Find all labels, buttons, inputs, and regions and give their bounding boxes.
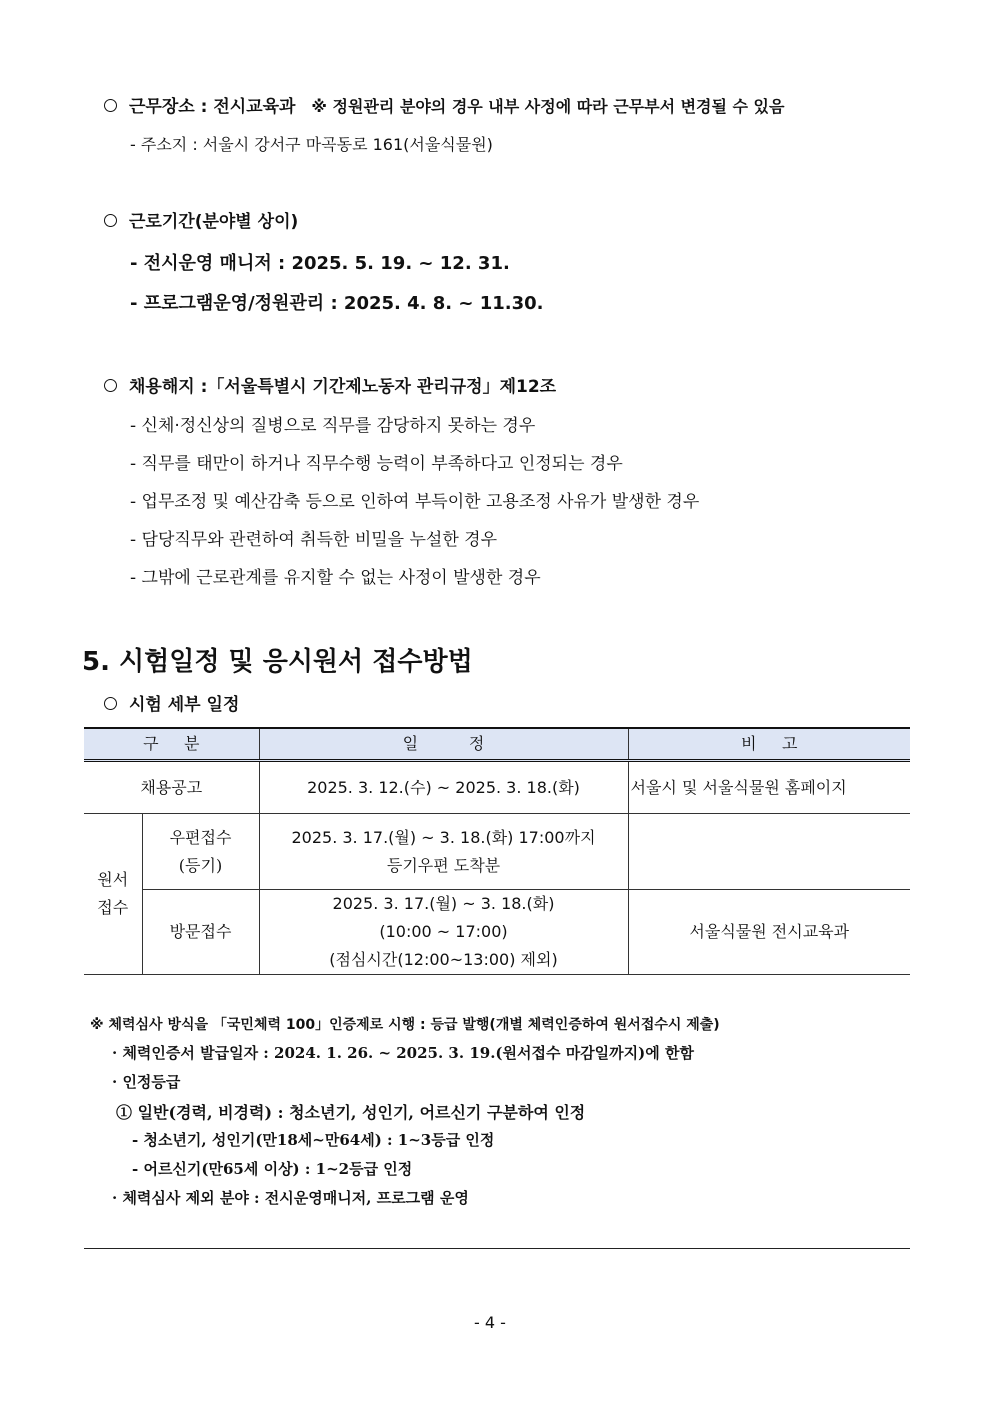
circle-bullet-icon [104, 99, 117, 112]
row2-schedule-cell [259, 814, 628, 890]
row3-remark: 서울식물원 전시교육과 [628, 890, 910, 975]
row2-label-cell [142, 814, 259, 890]
notes-line-2: · 인정등급 [112, 1073, 181, 1091]
schedule-subheading: 시험 세부 일정 [129, 695, 240, 715]
group-label-line1: 원서 [97, 870, 129, 889]
period-title-line [104, 207, 298, 232]
termination-title-line [104, 372, 556, 397]
period-title: 근로기간(분야별 상이) [129, 212, 299, 232]
notes-line-3: ① 일반(경력, 비경력) : 청소년기, 성인기, 어르신기 구분하여 인정 [116, 1103, 586, 1122]
table-header-row [84, 728, 910, 761]
notes-line-1: · 체력인증서 발급일자 : 2024. 1. 26. ~ 2025. 3. 19.(원서접수 마감일까지)에 한함 [112, 1044, 694, 1062]
notes-main: ※ 체력심사 방식을 「국민체력 100」인증제로 시행 : 등급 발행(개별 체력인증하여 원서접수시 제출) [90, 1017, 720, 1033]
group-label-cell [84, 814, 142, 975]
row1-label: 채용공고 [84, 761, 259, 814]
row1-remark: 서울시 및 서울식물원 홈페이지 [628, 761, 910, 814]
circle-bullet-icon [104, 697, 117, 710]
row2-schedule-line1: 2025. 3. 17.(월) ~ 3. 18.(화) 17:00까지 [291, 827, 596, 847]
row3-label: 방문접수 [142, 890, 259, 975]
row3-schedule-line3: (점심시간(12:00~13:00) 제외) [329, 950, 558, 969]
schedule-subheading-line [104, 690, 239, 715]
row2-schedule-line2: 등기우편 도착분 [386, 855, 501, 875]
period-item-1: - 전시운영 매니저 : 2025. 5. 19. ~ 12. 31. [130, 253, 510, 274]
notes-line-4: - 청소년기, 성인기(만18세~만64세) : 1~3등급 인정 [132, 1131, 495, 1149]
table-row [84, 814, 910, 890]
notes-line-5: - 어르신기(만65세 이상) : 1~2등급 인정 [132, 1160, 413, 1178]
termination-item-1: - 신체·정신상의 질병으로 직무를 감당하지 못하는 경우 [130, 416, 536, 436]
row3-schedule-line1: 2025. 3. 17.(월) ~ 3. 18.(화) [332, 894, 555, 913]
termination-item-2: - 직무를 태만이 하거나 직무수행 능력이 부족하다고 인정되는 경우 [130, 454, 623, 474]
section-heading: 5. 시험일정 및 응시원서 접수방법 [82, 647, 473, 677]
workplace-note: ※ 정원관리 분야의 경우 내부 사정에 따라 근무부서 변경될 수 있음 [311, 97, 785, 116]
divider-line [84, 1248, 910, 1249]
group-label-line2: 접수 [97, 898, 129, 917]
page-number: - 4 - [474, 1313, 506, 1332]
row2-remark [628, 814, 910, 890]
workplace-title-line [104, 92, 784, 117]
header-schedule: 일 정 [259, 728, 628, 761]
header-category: 구 분 [84, 728, 259, 761]
circle-bullet-icon [104, 379, 117, 392]
row1-schedule: 2025. 3. 12.(수) ~ 2025. 3. 18.(화) [259, 761, 628, 814]
circle-bullet-icon [104, 214, 117, 227]
row3-schedule-cell [259, 890, 628, 975]
row3-schedule-line2: (10:00 ~ 17:00) [379, 922, 508, 941]
notes-line-6: · 체력심사 제외 분야 : 전시운영매니저, 프로그램 운영 [112, 1189, 469, 1207]
workplace-title: 근무장소 : 전시교육과 [129, 97, 296, 117]
table-row [84, 761, 910, 814]
schedule-table [84, 727, 910, 975]
table-row [84, 890, 910, 975]
period-item-2: - 프로그램운영/정원관리 : 2025. 4. 8. ~ 11.30. [130, 293, 544, 314]
termination-item-5: - 그밖에 근로관계를 유지할 수 없는 사정이 발생한 경우 [130, 568, 541, 588]
termination-item-4: - 담당직무와 관련하여 취득한 비밀을 누설한 경우 [130, 530, 497, 550]
row2-label-line2: (등기) [178, 855, 223, 875]
workplace-address: - 주소지 : 서울시 강서구 마곡동로 161(서울식물원) [130, 135, 493, 154]
termination-item-3: - 업무조정 및 예산감축 등으로 인하여 부득이한 고용조정 사유가 발생한 경우 [130, 492, 700, 512]
header-remark: 비 고 [628, 728, 910, 761]
termination-title: 채용해지 :「서울특별시 기간제노동자 관리규정」제12조 [129, 377, 557, 397]
row2-label-line1: 우편접수 [169, 827, 232, 847]
